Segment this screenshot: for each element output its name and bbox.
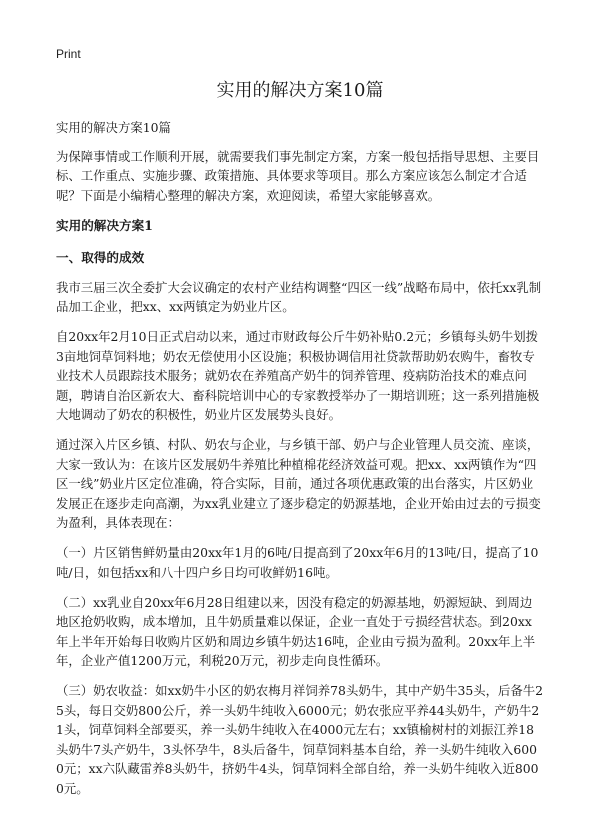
- intro-paragraph: 为保障事情或工作顺利开展，就需要我们事先制定方案，方案一般包括指导思想、主要目标、工作重点、实施步骤、政策措施、具体要求等项目。那么方案应该怎么制定才合适呢？下面是小编精心整理的解决方案，欢迎阅读，希望大家能够喜欢。: [56, 148, 540, 203]
- body-paragraph: （一）片区销售鲜奶量由20xx年1月的6吨/日提高到了20xx年6月的13吨/日，提高了10吨/日，如包括xx和八十四户乡日均可收鲜奶16吨。: [56, 545, 539, 580]
- plan-heading: 实用的解决方案1: [56, 217, 153, 233]
- page-title: 实用的解决方案10篇: [216, 80, 384, 101]
- print-link[interactable]: Print: [56, 47, 81, 61]
- document-subtitle: 实用的解决方案10篇: [56, 120, 171, 135]
- body-paragraph: （三）奶农收益：如xx奶牛小区的奶农梅月祥饲养78头奶牛，其中产奶牛35头，后备牛25头，每日交奶800公斤，养一头奶牛纯收入6000元；奶农张应平养44头奶牛，产奶牛21头，饲草饲料全部要买，养一头奶牛纯收入在4000元左右；xx镇榆树村的刘振江养18头奶牛7头产奶牛，3头怀孕牛，8头后备牛，饲草饲料基本自给，养一头奶牛纯收入6000元；xx六队藏雷养8头奶牛，挤奶牛4头，饲草饲料全部自给，养一头奶牛纯收入近8000元。: [56, 683, 544, 796]
- section-heading: 一、取得的成效: [56, 249, 145, 265]
- body-paragraph: 通过深入片区乡镇、村队、奶农与企业，与乡镇干部、奶户与企业管理人员交流、座谈，大家一致认为：在该片区发展奶牛养殖比种植棉花经济效益可观。把xx、xx两镇作为“四区一线”奶业片区定位准确，符合实际，目前，通过各项优惠政策的出台落实，片区奶业发展正在逐步走向高潮，为xx乳业建立了逐步稳定的奶源基地，企业开始由过去的亏损变为盈利，具体表现在：: [56, 437, 541, 530]
- body-paragraph: 我市三届三次全委扩大会议确定的农村产业结构调整“四区一线”战略布局中，依托xx乳制品加工企业，把xx、xx两镇定为奶业片区。: [56, 279, 542, 314]
- document-body: [56, 118, 544, 809]
- body-paragraph: （二）xx乳业自20xx年6月28日组建以来，因没有稳定的奶源基地，奶源短缺、到周边地区抢奶收购，成本增加，且牛奶质量难以保证，企业一直处于亏损经营状态。到20xx年上半年开始每日收购片区奶和周边乡镇牛奶达16吨，企业由亏损为盈利。20xx年上半年，企业产值1200万元，利税20万元，初步走向良性循环。: [56, 594, 536, 668]
- body-paragraph: 自20xx年2月10日正式启动以来，通过市财政每公斤牛奶补贴0.2元；乡镇每头奶牛划拨3亩地饲草饲料地；奶农无偿使用小区设施；积极协调信用社贷款帮助奶农购牛，畜牧专业技术人员跟踪技术服务；就奶农在养殖高产奶牛的饲养管理、疫病防治技术的难点问题，聘请自治区新农大、畜科院培训中心的专家教授举办了一期培训班；这一系列措施极大地调动了奶农的积极性，奶业片区发展势头良好。: [56, 329, 540, 422]
